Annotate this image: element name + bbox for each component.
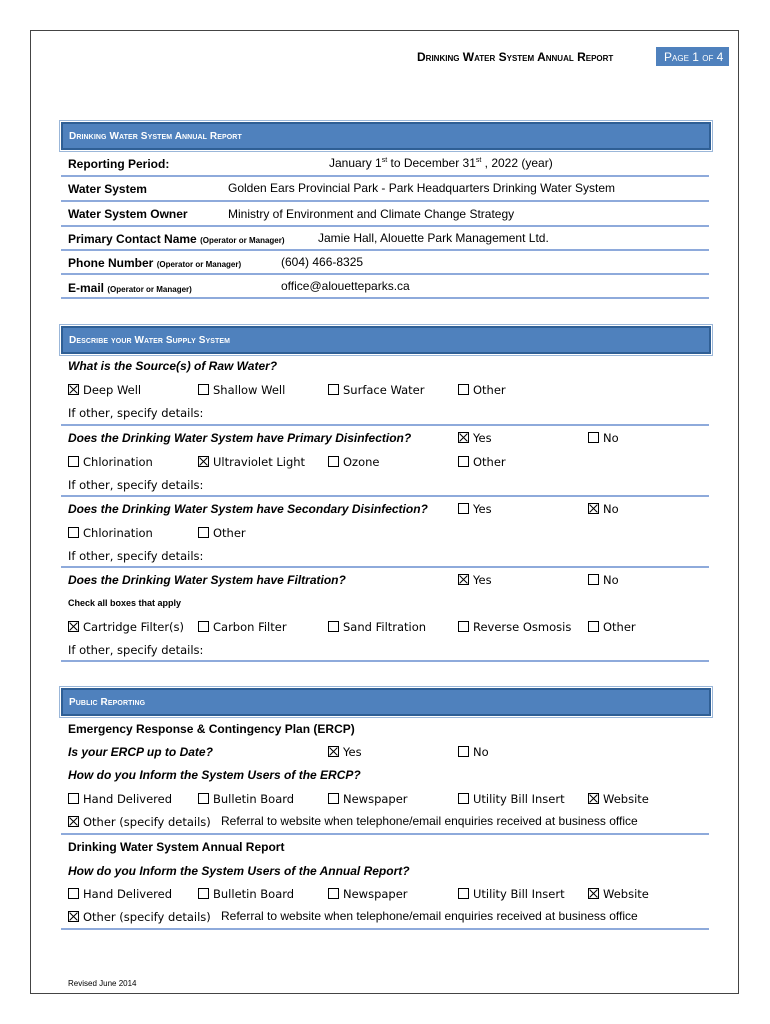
checkbox-empty-icon bbox=[198, 793, 209, 804]
checkbox-ercp-website[interactable]: Website bbox=[588, 792, 649, 806]
checkbox-checked-icon bbox=[458, 432, 469, 443]
checkbox-ercp-other[interactable]: Other (specify details) bbox=[68, 815, 211, 829]
divider bbox=[61, 660, 709, 662]
checkbox-filtration-other[interactable]: Other bbox=[588, 620, 636, 634]
checkbox-annual-newspaper[interactable]: Newspaper bbox=[328, 887, 408, 901]
contact-label: Primary Contact Name (Operator or Manager) bbox=[68, 232, 285, 246]
checkbox-annual-website[interactable]: Website bbox=[588, 887, 649, 901]
divider bbox=[61, 225, 709, 227]
divider bbox=[61, 566, 709, 568]
divider bbox=[61, 175, 709, 177]
checkbox-empty-icon bbox=[458, 793, 469, 804]
checkbox-secondary-no[interactable]: No bbox=[588, 502, 619, 516]
checkbox-empty-icon bbox=[198, 527, 209, 538]
checkbox-empty-icon bbox=[328, 384, 339, 395]
checkbox-empty-icon bbox=[328, 621, 339, 632]
checkbox-empty-icon bbox=[68, 456, 79, 467]
checkbox-ercp-no[interactable]: No bbox=[458, 745, 489, 759]
header-title: Drinking Water System Annual Report bbox=[417, 50, 614, 64]
if-other-label: If other, specify details: bbox=[68, 478, 204, 492]
water-system-label: Water System bbox=[68, 182, 147, 196]
checkbox-cartridge-filter[interactable]: Cartridge Filter(s) bbox=[68, 620, 184, 634]
checkbox-empty-icon bbox=[458, 621, 469, 632]
checkbox-ozone[interactable]: Ozone bbox=[328, 455, 380, 469]
checkbox-empty-icon bbox=[68, 527, 79, 538]
checkbox-secondary-yes[interactable]: Yes bbox=[458, 502, 492, 516]
checkbox-annual-utility-bill[interactable]: Utility Bill Insert bbox=[458, 887, 565, 901]
checkbox-empty-icon bbox=[328, 456, 339, 467]
checkbox-empty-icon bbox=[198, 384, 209, 395]
checkbox-empty-icon bbox=[68, 793, 79, 804]
section-header-annual-report bbox=[61, 122, 711, 150]
question-ercp-inform: How do you Inform the System Users of the ERCP? bbox=[68, 768, 361, 782]
checkbox-sand-filtration[interactable]: Sand Filtration bbox=[328, 620, 426, 634]
checkbox-shallow-well[interactable]: Shallow Well bbox=[198, 383, 285, 397]
section-title: Drinking Water System Annual Report bbox=[69, 131, 242, 142]
checkbox-ercp-utility-bill[interactable]: Utility Bill Insert bbox=[458, 792, 565, 806]
email-label: E-mail (Operator or Manager) bbox=[68, 281, 192, 295]
checkbox-ercp-yes[interactable]: Yes bbox=[328, 745, 362, 759]
contact-value: Jamie Hall, Alouette Park Management Ltd. bbox=[318, 231, 549, 245]
checkbox-ercp-bulletin-board[interactable]: Bulletin Board bbox=[198, 792, 294, 806]
checkbox-secondary-chlorination[interactable]: Chlorination bbox=[68, 526, 153, 540]
annual-other-details: Referral to website when telephone/email enquiries received at business office bbox=[221, 909, 638, 923]
checkbox-checked-icon bbox=[198, 456, 209, 467]
checkbox-filtration-yes[interactable]: Yes bbox=[458, 573, 492, 587]
checkbox-ultraviolet[interactable]: Ultraviolet Light bbox=[198, 455, 305, 469]
checkbox-reverse-osmosis[interactable]: Reverse Osmosis bbox=[458, 620, 571, 634]
checkbox-checked-icon bbox=[328, 746, 339, 757]
reporting-period-label: Reporting Period: bbox=[68, 157, 170, 171]
checkbox-empty-icon bbox=[198, 888, 209, 899]
checkbox-annual-bulletin-board[interactable]: Bulletin Board bbox=[198, 887, 294, 901]
checkbox-empty-icon bbox=[458, 746, 469, 757]
section-header-water-supply bbox=[61, 326, 711, 354]
checkbox-deep-well[interactable]: Deep Well bbox=[68, 383, 141, 397]
question-primary-disinfection: Does the Drinking Water System have Primary Disinfection? bbox=[68, 431, 412, 445]
page-number-badge: Page 1 of 4 bbox=[656, 47, 729, 66]
divider bbox=[61, 273, 709, 275]
checkbox-empty-icon bbox=[198, 621, 209, 632]
phone-value: (604) 466-8325 bbox=[281, 255, 364, 269]
divider bbox=[61, 297, 709, 299]
checkbox-surface-water[interactable]: Surface Water bbox=[328, 383, 424, 397]
phone-label: Phone Number (Operator or Manager) bbox=[68, 256, 242, 270]
section-title: Describe your Water Supply System bbox=[69, 335, 231, 346]
check-all-note: Check all boxes that apply bbox=[68, 598, 182, 608]
checkbox-empty-icon bbox=[458, 888, 469, 899]
checkbox-checked-icon bbox=[588, 503, 599, 514]
checkbox-empty-icon bbox=[458, 384, 469, 395]
divider bbox=[61, 495, 709, 497]
section-title: Public Reporting bbox=[69, 697, 146, 708]
checkbox-checked-icon bbox=[68, 816, 79, 827]
checkbox-empty-icon bbox=[588, 432, 599, 443]
if-other-label: If other, specify details: bbox=[68, 406, 204, 420]
if-other-label: If other, specify details: bbox=[68, 549, 204, 563]
checkbox-primary-other[interactable]: Other bbox=[458, 455, 506, 469]
section-header-public-reporting bbox=[61, 688, 711, 716]
question-filtration: Does the Drinking Water System have Filtration? bbox=[68, 573, 346, 587]
checkbox-empty-icon bbox=[458, 456, 469, 467]
checkbox-empty-icon bbox=[588, 621, 599, 632]
checkbox-checked-icon bbox=[68, 911, 79, 922]
divider bbox=[61, 928, 709, 930]
checkbox-primary-yes[interactable]: Yes bbox=[458, 431, 492, 445]
divider bbox=[61, 424, 709, 426]
checkbox-empty-icon bbox=[68, 888, 79, 899]
checkbox-empty-icon bbox=[328, 888, 339, 899]
if-other-label: If other, specify details: bbox=[68, 643, 204, 657]
checkbox-primary-no[interactable]: No bbox=[588, 431, 619, 445]
checkbox-checked-icon bbox=[588, 793, 599, 804]
checkbox-ercp-newspaper[interactable]: Newspaper bbox=[328, 792, 408, 806]
question-secondary-disinfection: Does the Drinking Water System have Secondary Disinfection? bbox=[68, 502, 428, 516]
question-ercp-date: Is your ERCP up to Date? bbox=[68, 745, 213, 759]
checkbox-carbon-filter[interactable]: Carbon Filter bbox=[198, 620, 287, 634]
checkbox-empty-icon bbox=[328, 793, 339, 804]
question-annual-inform: How do you Inform the System Users of the Annual Report? bbox=[68, 864, 410, 878]
checkbox-annual-hand-delivered[interactable]: Hand Delivered bbox=[68, 887, 172, 901]
divider bbox=[61, 833, 709, 835]
reporting-period-value: January 1st to December 31st , 2022 (year) bbox=[329, 156, 553, 170]
checkbox-ercp-hand-delivered[interactable]: Hand Delivered bbox=[68, 792, 172, 806]
divider bbox=[61, 200, 709, 202]
checkbox-checked-icon bbox=[588, 888, 599, 899]
annual-report-heading: Drinking Water System Annual Report bbox=[68, 840, 285, 854]
question-source: What is the Source(s) of Raw Water? bbox=[68, 359, 278, 373]
checkbox-source-other[interactable]: Other bbox=[458, 383, 506, 397]
footer-revised: Revised June 2014 bbox=[68, 979, 137, 988]
owner-value: Ministry of Environment and Climate Change Strategy bbox=[228, 207, 515, 221]
divider bbox=[61, 249, 709, 251]
checkbox-secondary-other[interactable]: Other bbox=[198, 526, 246, 540]
checkbox-checked-icon bbox=[68, 384, 79, 395]
checkbox-checked-icon bbox=[458, 574, 469, 585]
checkbox-checked-icon bbox=[68, 621, 79, 632]
checkbox-primary-chlorination[interactable]: Chlorination bbox=[68, 455, 153, 469]
checkbox-annual-other[interactable]: Other (specify details) bbox=[68, 910, 211, 924]
checkbox-empty-icon bbox=[588, 574, 599, 585]
ercp-heading: Emergency Response & Contingency Plan (ERCP) bbox=[68, 722, 355, 736]
ercp-other-details: Referral to website when telephone/email enquiries received at business office bbox=[221, 814, 638, 828]
email-value: office@alouetteparks.ca bbox=[281, 279, 410, 293]
owner-label: Water System Owner bbox=[68, 207, 188, 221]
checkbox-filtration-no[interactable]: No bbox=[588, 573, 619, 587]
checkbox-empty-icon bbox=[458, 503, 469, 514]
water-system-value: Golden Ears Provincial Park - Park Headquarters Drinking Water System bbox=[228, 181, 616, 195]
